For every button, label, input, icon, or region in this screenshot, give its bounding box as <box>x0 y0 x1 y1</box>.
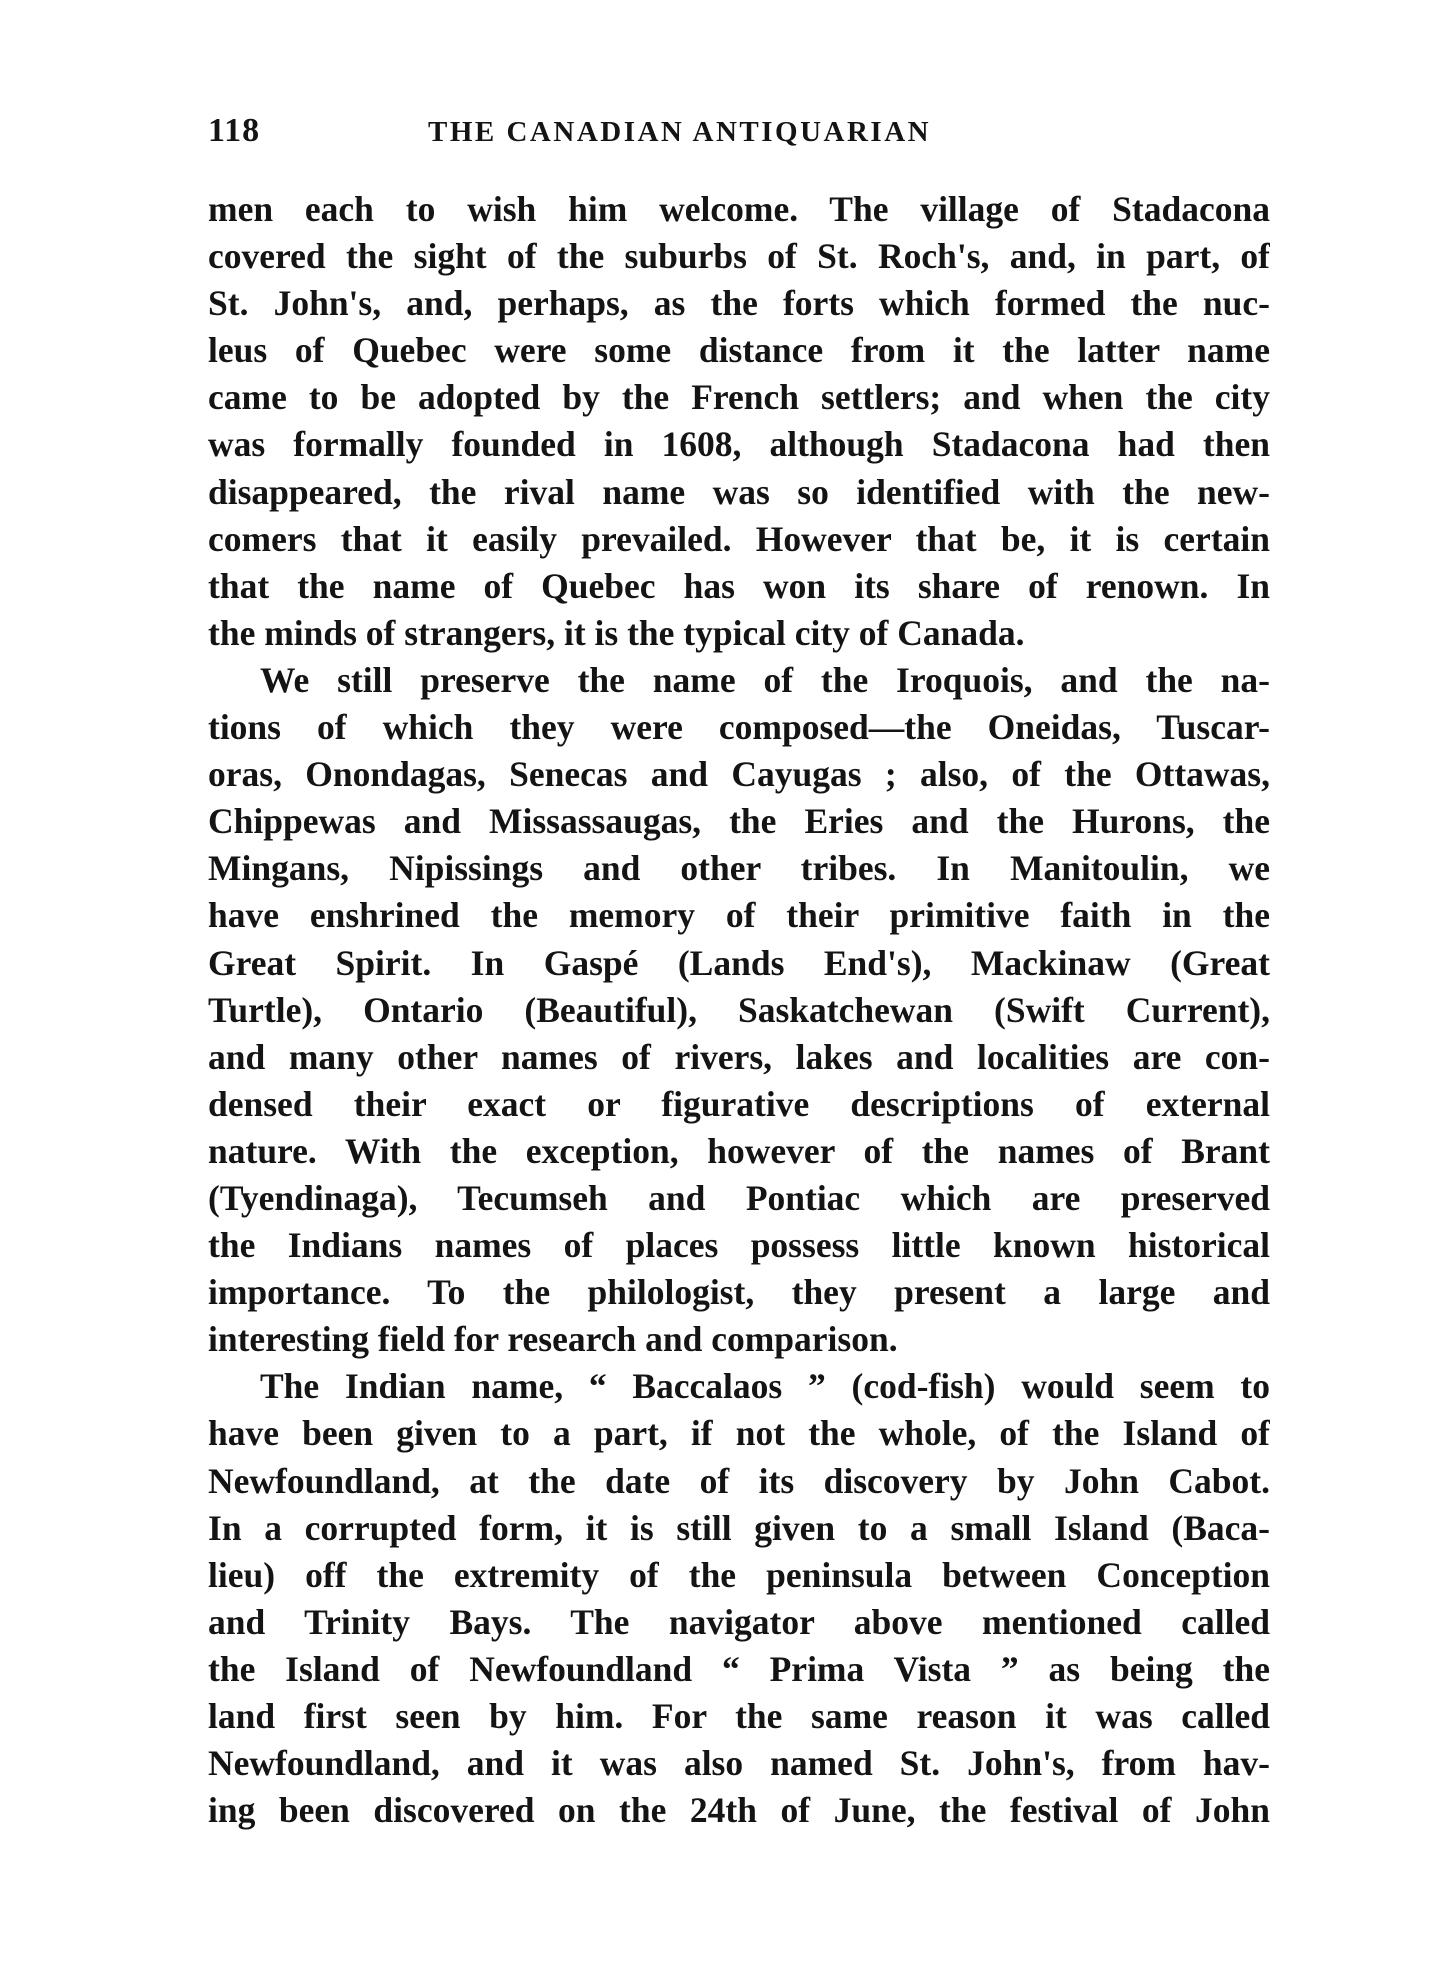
text-line: interesting field for research and comparison. <box>208 1319 898 1360</box>
text-line: Newfoundland, at the date of its discovery by John Cabot. <box>208 1460 1270 1501</box>
text-line: covered the sight of the suburbs of St. Roch's, and, in part, of <box>208 236 1270 277</box>
text-line: Newfoundland, and it was also named St. John's, from hav- <box>208 1743 1270 1784</box>
text-line: We still preserve the name of the Iroquois, and the na- <box>260 659 1270 700</box>
text-line: The Indian name, “ Baccalaos ” (cod-fish) would seem to <box>260 1366 1270 1407</box>
text-line: have been given to a part, if not the whole, of the Island of <box>208 1413 1270 1454</box>
text-line: the Island of Newfoundland “ Prima Vista ” as being the <box>208 1648 1270 1689</box>
text-line: and many other names of rivers, lakes and localities are con- <box>208 1036 1270 1077</box>
text-line: In a corrupted form, it is still given to a small Island (Baca- <box>208 1507 1270 1548</box>
text-line: oras, Onondagas, Senecas and Cayugas ; also, of the Ottawas, <box>208 754 1270 795</box>
text-line: the Indians names of places possess little known historical <box>208 1225 1270 1266</box>
text-line: Chippewas and Missassaugas, the Eries and the Hurons, the <box>208 801 1270 842</box>
text-line: lieu) off the extremity of the peninsula between Conception <box>208 1554 1270 1595</box>
text-line: that the name of Quebec has won its share of renown. In <box>208 565 1270 606</box>
page-number: 118 <box>208 112 261 149</box>
journal-title: THE CANADIAN ANTIQUARIAN <box>428 116 932 148</box>
text-line: Mingans, Nipissings and other tribes. In Manitoulin, we <box>208 848 1270 889</box>
text-line: tions of which they were composed—the Oneidas, Tuscar- <box>208 707 1270 748</box>
body-text <box>208 186 1270 1834</box>
text-line: importance. To the philologist, they present a large and <box>208 1272 1270 1313</box>
text-line: came to be adopted by the French settlers; and when the city <box>208 377 1270 418</box>
text-line: nature. With the exception, however of the names of Brant <box>208 1130 1270 1171</box>
text-line: and Trinity Bays. The navigator above mentioned called <box>208 1601 1270 1642</box>
text-line: comers that it easily prevailed. However that be, it is certain <box>208 518 1270 559</box>
text-line: have enshrined the memory of their primitive faith in the <box>208 895 1270 936</box>
text-line: Turtle), Ontario (Beautiful), Saskatchewan (Swift Current), <box>208 989 1270 1030</box>
text-line: ing been discovered on the 24th of June, the festival of John <box>208 1790 1270 1831</box>
text-line: disappeared, the rival name was so identified with the new- <box>208 471 1270 512</box>
text-line: men each to wish him welcome. The village of Stadacona <box>208 189 1270 229</box>
text-line: land first seen by him. For the same reason it was called <box>208 1696 1270 1736</box>
text-line: Great Spirit. In Gaspé (Lands End's), Mackinaw (Great <box>208 942 1270 983</box>
text-line: St. John's, and, perhaps, as the forts which formed the nuc- <box>208 283 1270 324</box>
text-line: was formally founded in 1608, although Stadacona had then <box>208 424 1270 465</box>
text-line: (Tyendinaga), Tecumseh and Pontiac which are preserved <box>208 1177 1270 1218</box>
text-line: the minds of strangers, it is the typical city of Canada. <box>208 612 1025 653</box>
text-line: leus of Quebec were some distance from it the latter name <box>208 330 1270 371</box>
running-header <box>208 112 1270 162</box>
text-line: densed their exact or figurative descriptions of external <box>208 1083 1270 1124</box>
